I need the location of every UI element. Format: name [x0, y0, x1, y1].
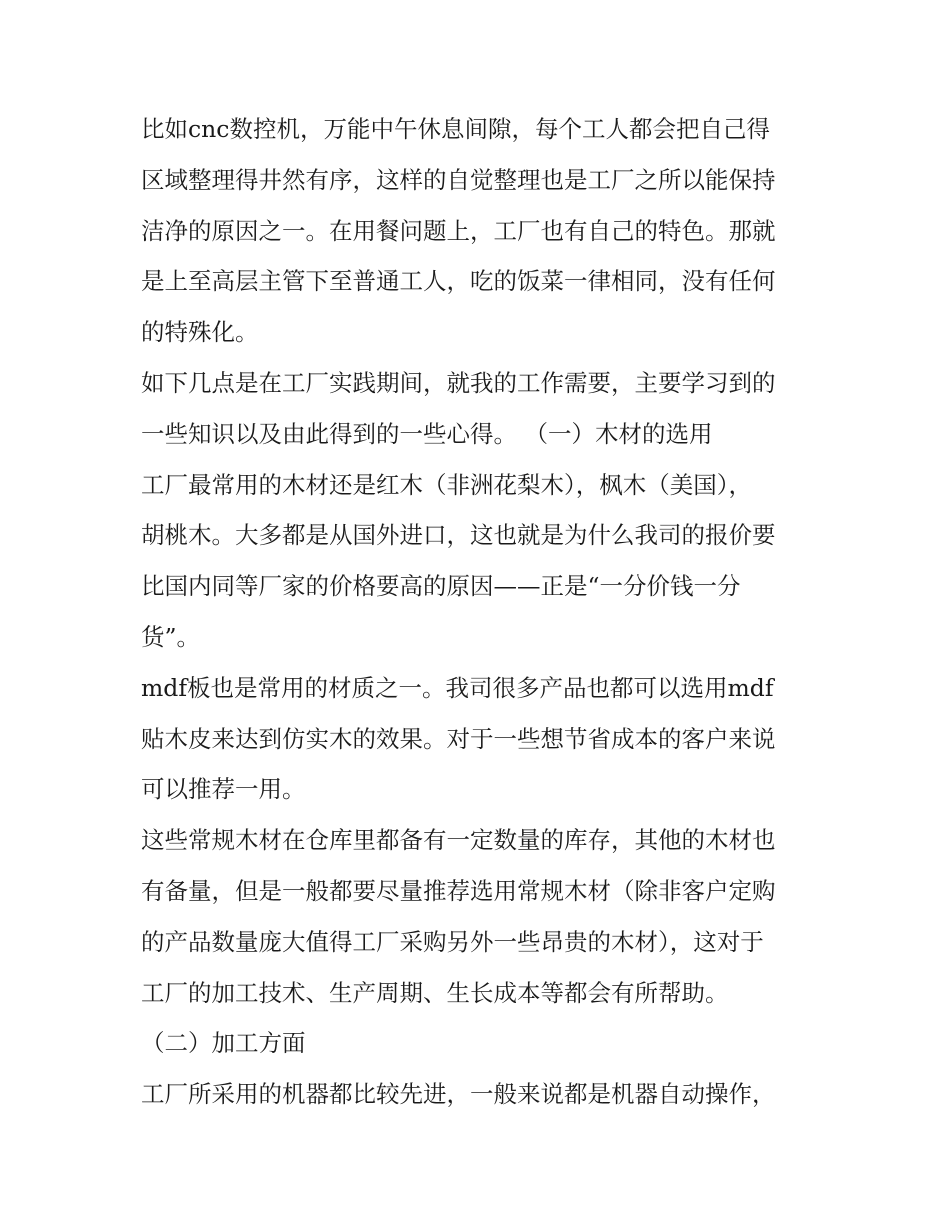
text-line: 工厂的加工技术、生产周期、生长成本等都会有所帮助。: [141, 978, 729, 1007]
text-line: 的特殊化。: [141, 318, 259, 347]
text-line: 有备量，但是一般都要尽量推荐选用常规木材（除非客户定购: [141, 876, 776, 905]
text-line: 比国内同等厂家的价格要高的原因——正是“一分价钱一分: [141, 572, 741, 601]
text-line: 区域整理得井然有序，这样的自觉整理也是工厂之所以能保持: [141, 165, 776, 194]
text-line: 是上至高层主管下至普通工人，吃的饭菜一律相同，没有任何: [141, 267, 776, 296]
text-line: （二）加工方面: [141, 1029, 306, 1058]
text-line: 货”。: [141, 622, 201, 651]
text-line: 工厂最常用的木材还是红木（非洲花梨木），枫木（美国），: [141, 470, 752, 499]
text-line: 的产品数量庞大值得工厂采购另外一些昂贵的木材），这对于: [141, 927, 764, 956]
text-line: 比如cnc数控机，万能中午休息间隙，每个工人都会把自己得: [141, 115, 770, 143]
text-line: 这些常规木材在仓库里都备有一定数量的库存，其他的木材也: [141, 826, 776, 855]
text-line: 胡桃木。大多都是从国外进口，这也就是为什么我司的报价要: [141, 521, 776, 550]
text-line: 可以推荐一用。: [141, 775, 306, 804]
body-text: [141, 104, 821, 1120]
text-line: mdf板也是常用的材质之一。我司很多产品也都可以选用mdf: [141, 673, 774, 702]
text-line: 一些知识以及由此得到的一些心得。 （一）木材的选用: [141, 419, 713, 448]
text-line: 工厂所采用的机器都比较先进，一般来说都是机器自动操作，: [141, 1080, 776, 1109]
text-line: 如下几点是在工厂实践期间，就我的工作需要，主要学习到的: [141, 368, 776, 397]
text-line: 洁净的原因之一。在用餐问题上，工厂也有自己的特色。那就: [141, 216, 776, 245]
text-line: 贴木皮来达到仿实木的效果。对于一些想节省成本的客户来说: [141, 724, 776, 753]
